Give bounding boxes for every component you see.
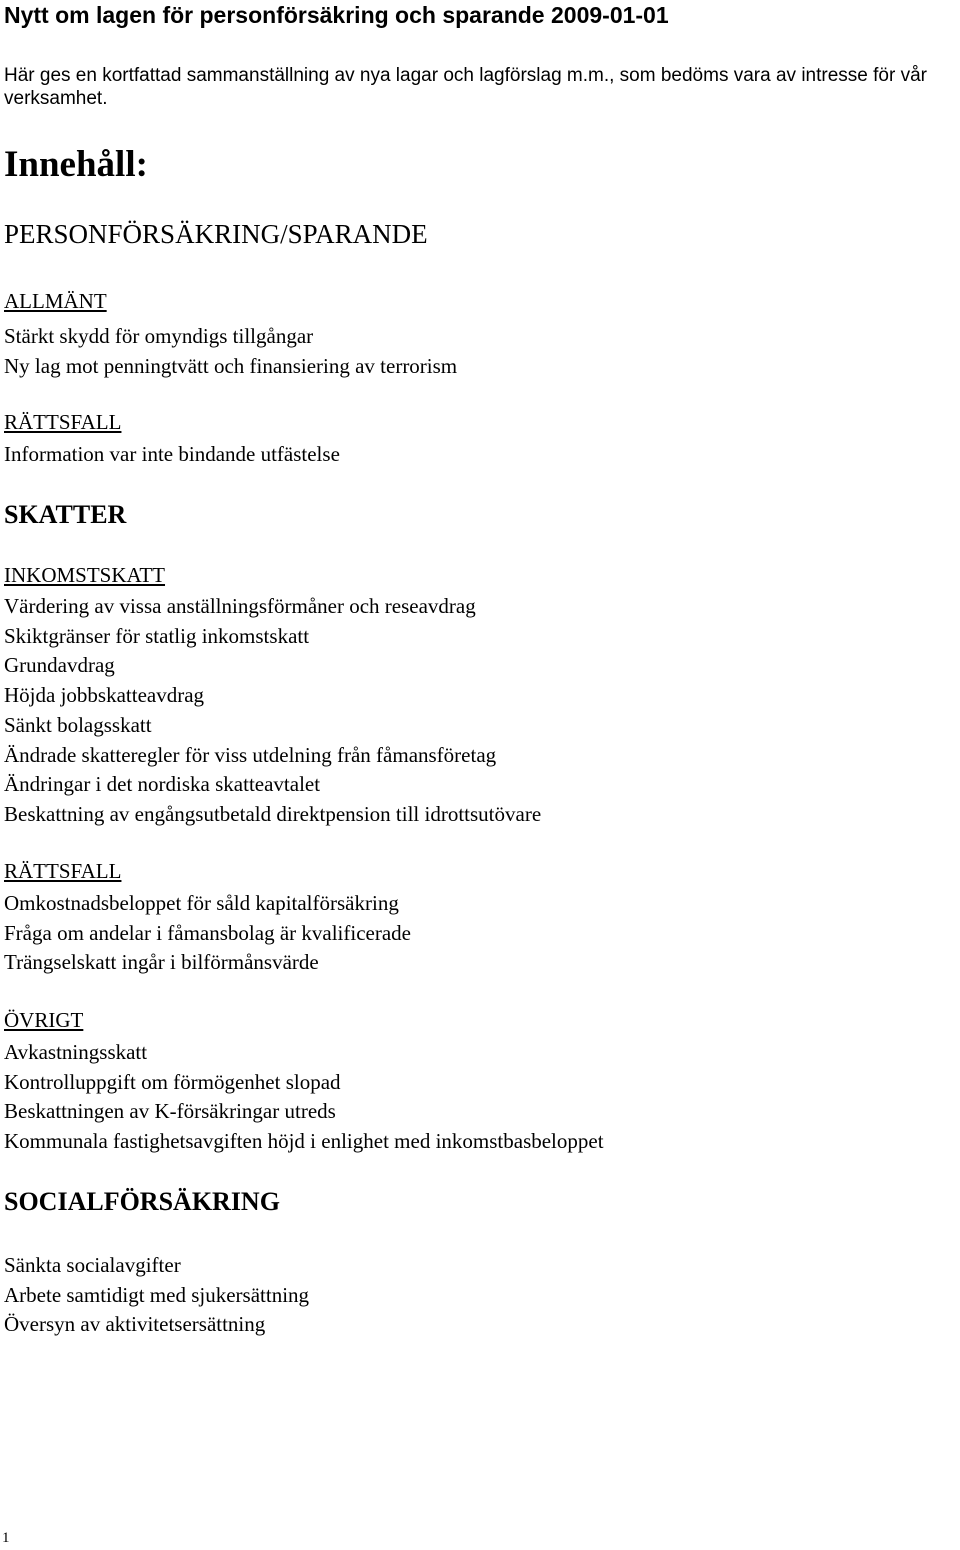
list-item: Trängselskatt ingår i bilförmånsvärde [4, 950, 319, 975]
ovrigt-heading: ÖVRIGT [4, 1008, 84, 1032]
list-item: Beskattningen av K-försäkringar utreds [4, 1099, 336, 1124]
list-item: Sänkta socialavgifter [4, 1253, 181, 1277]
list-item: Sänkt bolagsskatt [4, 712, 152, 737]
list-item: Ändringar i det nordiska skatteavtalet [4, 772, 321, 797]
rattsfall-list [4, 889, 411, 978]
socialforsakring-heading: SOCIALFÖRSÄKRING [4, 1187, 280, 1216]
contents-heading: Innehåll: [4, 144, 148, 185]
list-item: Stärkt skydd för omyndigs tillgångar [4, 324, 314, 348]
list-item: Kontrolluppgift om förmögenhet slopad [4, 1069, 341, 1094]
intro-text: Här ges en kortfattad sammanställning av nya lagar och lagförslag m.m., som bedöms vara av intresse för vår verksamhet. [4, 65, 927, 109]
list-item: Översyn av aktivitetsersättning [4, 1312, 266, 1337]
rattsfall-heading: RÄTTSFALL [4, 859, 122, 883]
main-heading: PERSONFÖRSÄKRING/SPARANDE [4, 219, 428, 249]
page-number: 1 [2, 1530, 10, 1546]
list-item: Grundavdrag [4, 653, 115, 678]
list-item: Arbete samtidigt med sjukersättning [4, 1282, 310, 1307]
skatter-heading: SKATTER [4, 500, 127, 529]
list-item: Värdering av vissa anställningsförmåner och reseavdrag [4, 594, 476, 618]
allmant-heading: ALLMÄNT [4, 289, 107, 313]
ovrigt-list [4, 1038, 604, 1157]
inkomstskatt-heading: INKOMSTSKATT [4, 563, 166, 587]
list-item: Skiktgränser för statlig inkomstskatt [4, 623, 310, 648]
list-item: Höjda jobbskatteavdrag [4, 683, 205, 708]
list-item: Beskattning av engångsutbetald direktpension till idrottsutövare [4, 801, 542, 826]
allmant-list [4, 322, 457, 381]
document-title: Nytt om lagen för personförsäkring och sparande 2009-01-01 [4, 2, 669, 28]
rattsfall-heading: RÄTTSFALL [4, 410, 122, 434]
list-item: Avkastningsskatt [4, 1040, 148, 1064]
inkomstskatt-list [4, 592, 541, 830]
list-item: Fråga om andelar i fåmansbolag är kvalificerade [4, 920, 411, 945]
list-item: Information var inte bindande utfästelse [4, 442, 340, 466]
list-item: Ny lag mot penningtvätt och finansiering av terrorism [4, 353, 458, 378]
list-item: Kommunala fastighetsavgiften höjd i enlighet med inkomstbasbeloppet [4, 1129, 604, 1154]
list-item: Omkostnadsbeloppet för såld kapitalförsäkring [4, 891, 399, 915]
socialforsakring-list [4, 1251, 309, 1340]
rattsfall-list [4, 440, 340, 470]
list-item: Ändrade skatteregler för viss utdelning från fåmansföretag [4, 742, 497, 767]
